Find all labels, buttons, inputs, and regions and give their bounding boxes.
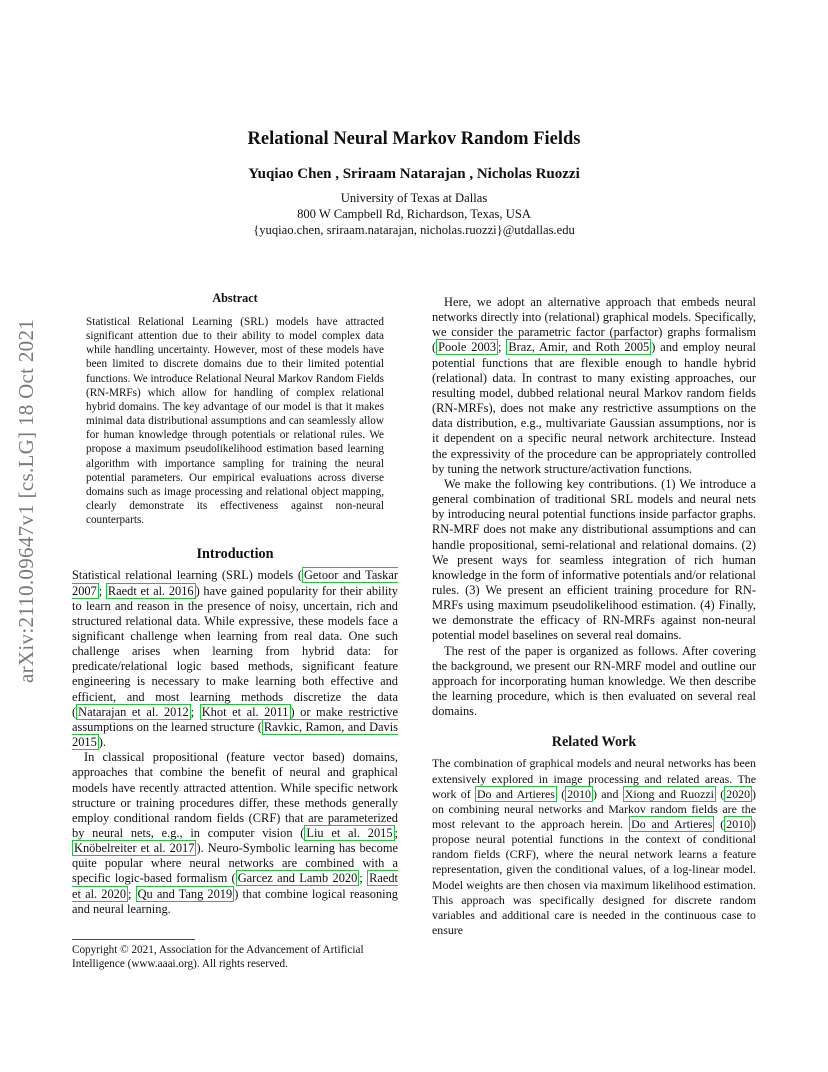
contributions-paragraph: We make the following key contributions. (1) We introduce a general combination of traditional SRL models and neural nets by introducing neural potential functions inside parfactor graphs. RN-MRF does not make any distributional assumptions and can handle propositional, semi-relational and relational domains. (2) We present ways for seamless integration of rich human knowledge in the form of informative potentials and/or relational rules. (3) We present an efficient training procedure for RN-MRFs using maximum pseudolikelihood estimation. (4) Finally, we demonstrate the efficacy of RN-MRFs against non-neural potential model baselines on several real domains. (432, 476, 756, 643)
affiliation-email: {yuqiao.chen, sriraam.natarajan, nicholas.ruozzi}@utdallas.edu (253, 223, 575, 237)
intro-paragraph: Statistical relational learning (SRL) models ( Getoor and Taskar 2007 ; Raedt et al. 2016 ) have gained popularity for their ability to learn and reason in the presence of noisy, uncertain, rich and structured relational data. While expressive, these models face a significant challenge when learning from real data. One such challenge arises when learning from hybrid data: for predicate/relational logic based methods, significant feature engineering is necessary to make learning both effective and efficient, and most learning methods discretize the data ( Natarajan et al. 2012 ; Khot et al. 2011 ) or make restrictive assumptions on the learned structure ( Ravkic, Ramon, and Davis 2015 ). (72, 568, 398, 750)
related-work-heading: Related Work (551, 734, 637, 751)
author-list: Yuqiao Chen , Sriraam Natarajan , Nicholas Ruozzi (248, 166, 580, 182)
paper-title: Relational Neural Markov Random Fields (247, 129, 581, 149)
abstract-heading: Abstract (212, 291, 258, 305)
citation-link[interactable]: Ravkic, Ramon, and Davis 2015 (72, 719, 398, 750)
footnote-rule (72, 939, 195, 940)
abstract (86, 315, 384, 527)
introduction-heading: Introduction (196, 546, 274, 563)
arxiv-side-label: arXiv:2110.09647v1 [cs.LG] 18 Oct 2021 (14, 318, 38, 683)
citation-link[interactable]: Raedt et al. 2020 (72, 871, 398, 901)
citation-link[interactable]: Garcez and Lamb 2020 (237, 871, 358, 886)
citation-link[interactable]: Do and Artieres (631, 817, 713, 831)
intro-paragraph: In classical propositional (feature vector based) domains, approaches that combine the benefit of neural and graphical models have recently attracted attention. While specific network structure or training procedures differ, these methods generally employ conditional random fields (CRF) that are parameterized by neural nets, e.g., in computer vision ( Liu et al. 2015 ; Knöbelreiter et al. 2017 ). Neuro-Symbolic learning has become quite popular where neural networks are combined with a specific logic-based formalism ( Garcez and Lamb 2020 ; Raedt et al. 2020 ; Qu and Tang 2019 ) that combine logical reasoning and neural learning. (72, 750, 398, 916)
abstract-text: Statistical Relational Learning (SRL) models have attracted significant attention due to their ability to model complex data while handling uncertainty. However, most of these models have been limited to discrete domains due to their limited potential functions. We introduce Relational Neural Markov Random Fields (RN-MRFs) which allow for handling of complex relational hybrid domains. The key advantage of our model is that it makes minimal data distributional assumptions and can seamlessly allow for human knowledge through potentials or relational rules. We propose a maximum pseudolikelihood estimation based learning algorithm with importance sampling for training the neural potential parameters. Our empirical evaluations across diverse domains such as image processing and relational object mapping, clearly demonstrate its effectiveness against non-neural counterparts. (86, 316, 384, 527)
right-column (432, 295, 756, 938)
introduction-body (72, 568, 398, 917)
affiliation-line: 800 W Campbell Rd, Richardson, Texas, USA (297, 207, 531, 221)
citation-link[interactable]: Qu and Tang 2019 (137, 886, 233, 901)
citation-link[interactable]: Do and Artieres (476, 786, 555, 801)
citation-link[interactable]: Xiong and Ruozzi (624, 786, 714, 801)
left-column (72, 291, 398, 972)
citation-link[interactable]: Getoor and Taskar 2007 (72, 568, 398, 598)
body-paragraph: Here, we adopt an alternative approach that embeds neural networks directly into (relational) graphical models. Specifically, we consider the parametric factor (parfactor) graphs formalism ( Poole 2003 ; Braz, Amir, and Roth 2005 ) and employ neural potential functions that are flexible enough to handle hybrid (relational) data. In contrast to many existing approaches, our resulting model, dubbed relational neural Markov random fields (RN-MRFs), does not make any restrictive assumptions on the data distribution, e.g., multivariate Gaussian assumptions, nor is it dependent on a specific neural network architecture. Instead the expressivity of the procedure can be appropriately controlled by tuning the network structure/activation functions. (432, 295, 757, 476)
citation-link[interactable]: Natarajan et al. 2012 (78, 704, 189, 719)
related-paragraph: The combination of graphical models and neural networks has been extensively explored in image processing and related areas. The work of Do and Artieres ( 2010 ) and Xiong and Ruozzi ( 2020 ) on combining neural networks and Markov random fields are the most relevant to the approach herein. Do and Artieres ( 2010 ) propose neural potential functions in the context of conditional random fields (CRF), where the neural network learns a feature representation, given the conditional values, of a log-linear model. Model weights are then chosen via maximum likelihood estimation. This approach was specifically designed for discrete random variables and additional care is needed in the continuous case to ensure (432, 756, 756, 938)
citation-link[interactable]: Braz, Amir, and Roth 2005 (508, 340, 650, 355)
citation-link[interactable]: Khot et al. 2011 (201, 704, 289, 719)
copyright-footnote: Copyright © 2021, Association for the Advancement of Artificial Intelligence (www.aaai.org). All rights reserved. (72, 943, 364, 970)
citation-link[interactable]: Knöbelreiter et al. 2017 (74, 841, 195, 856)
citation-link[interactable]: Liu et al. 2015 (306, 826, 393, 840)
citation-link[interactable]: Raedt et al. 2016 (107, 583, 194, 598)
citation-link[interactable]: Poole 2003 (438, 340, 497, 355)
organization-paragraph: The rest of the paper is organized as follows. After covering the background, we present our RN-MRF model and outline our approach for incorporating human knowledge. We then describe the learning procedure, which is then evaluated on several real domains. (432, 643, 756, 719)
affiliation-line: University of Texas at Dallas (340, 191, 488, 205)
citation-link[interactable]: 2010 (567, 786, 591, 801)
right-body (432, 295, 756, 719)
citation-link[interactable]: 2010 (726, 817, 751, 831)
affiliation-block (0, 190, 828, 238)
related-work-body (432, 756, 756, 938)
citation-link[interactable]: 2020 (726, 786, 751, 801)
